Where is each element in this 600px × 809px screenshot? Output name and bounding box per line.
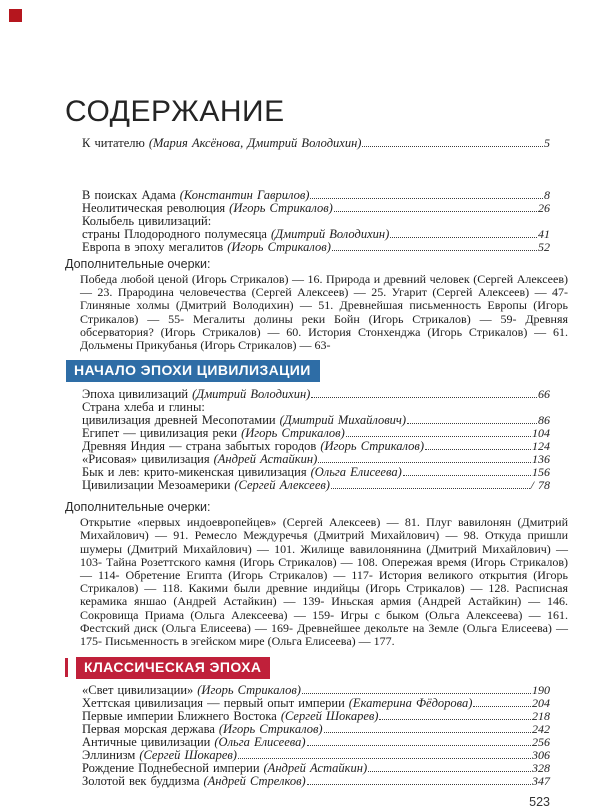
entry-label: Цивилизации Мезоамерики <box>82 478 231 493</box>
intro-entries <box>65 137 568 150</box>
section1-banner-row <box>65 360 568 382</box>
entry-label: Египет — цивилизация реки <box>82 426 238 441</box>
entry-label: Европа в эпоху мегалитов <box>82 240 224 254</box>
dotted-leader <box>379 718 531 720</box>
entry-page-number: 242 <box>532 722 550 737</box>
essays-paragraph: Открытие «первых индоевропейцев» (Сергей Алексеев) — 81. Плуг вавилонян (Дмитрий Михайлович) — 91. Ремесло Междуречья (Дмитрий Михайлович) — 98. Откуда пришли шумеры (Дмитрий Михайлович) — 101. Жилище вавилонянина (Дмитрий Михайлович) — 103- Тайна Розеттского камня (Игорь Стрикалов) — 108. Опережая время (Игорь Стрикалов) — 114- Обретение Египта (Игорь Стрикалов) — 117- История великого открытия (Игорь Стрикалов) — 118. Какими были древние индийцы (Игорь Стрикалов) — 128. Расписная керамика яншао (Андрей Астайкин) — 139- Иньская армия (Андрей Астайкин) — 146. Сокровища Приама (Ольга Алексеева) — 159- Игры с быком (Ольга Алексеева) — 161. Фестский диск (Ольга Елисеева) — 169- Древнейшее декольте на Земле (Ольга Елисеева) — 175- Письменность в эгейском мире (Ольга Елисеева) — 177. <box>80 515 568 649</box>
entry-author: (Сергей Алексеев) <box>234 478 330 493</box>
dotted-leader <box>331 487 530 489</box>
dotted-leader <box>334 210 537 212</box>
entry-label: В поисках Адама <box>82 188 176 202</box>
dotted-leader <box>390 236 537 238</box>
entry-author: (Игорь Стрикалов) <box>227 240 331 254</box>
toc-entry <box>82 775 550 788</box>
entry-page-number: 104 <box>532 426 550 441</box>
dotted-leader <box>407 422 537 424</box>
section1-entries <box>65 388 568 492</box>
entry-label: страны Плодородного полумесяца <box>82 227 267 241</box>
toc-entry <box>82 241 550 254</box>
entry-label: «Свет цивилизации» <box>82 683 194 698</box>
entry-page-number: 328 <box>532 761 550 776</box>
entry-page-number: 26 <box>538 201 550 215</box>
entry-page-number: 156 <box>532 465 550 480</box>
entry-label: Бык и лев: крито-микенская цивилизация <box>82 465 307 480</box>
essays-heading: Дополнительные очерки: <box>65 500 211 515</box>
toc-entry <box>82 137 550 150</box>
entry-author: (Андрей Астайкин) <box>263 761 368 776</box>
entry-label: Первая морская держава <box>82 722 215 737</box>
essays-paragraph: Победа любой ценой (Игорь Стрикалов) — 16. Природа и древний человек (Сергей Алексеев) — 23. Прародина человечества (Сергей Алексеев) — 25. Угарит (Сергей Алексеев) — 47- Глиняные холмы (Дмитрий Володихин) — 51. Древнейшая письменность Европы (Игорь Стрикалов) — 55- Мегалиты долины реки Бойн (Игорь Стрикалов) — 59- Древняя обсерватория? (Игорь Стрикалов) — 60. История Стонхенджа (Игорь Стрикалов) — 61. Дольмены Прикубанья (Игорь Стрикалов) — 63- <box>80 272 568 353</box>
entry-page-number: 52 <box>538 240 550 254</box>
entry-label: «Рисовая» цивилизация <box>82 452 210 467</box>
part1-entries <box>65 189 568 254</box>
entry-author: (Дмитрий Володихин) <box>192 387 311 402</box>
entry-page-number: 306 <box>532 748 550 763</box>
entry-author: (Игорь Стрикалов) <box>241 426 345 441</box>
blank-gap <box>65 150 568 189</box>
entry-label: Эпоха цивилизаций <box>82 387 189 402</box>
section1-banner: НАЧАЛО ЭПОХИ ЦИВИЛИЗАЦИИ <box>66 360 320 382</box>
red-tick-mark <box>65 658 68 677</box>
entry-author: (Сергей Шокарев) <box>139 748 237 763</box>
dotted-leader <box>310 197 543 199</box>
entry-author: (Дмитрий Володихин) <box>270 227 390 241</box>
entry-page-number: 347 <box>532 774 550 789</box>
entry-author: (Екатерина Фёдорова) <box>348 696 473 711</box>
toc-entry <box>82 479 550 492</box>
section2-entries <box>65 684 568 788</box>
entry-page-number: 41 <box>538 227 550 241</box>
dotted-leader <box>302 692 531 694</box>
dotted-leader <box>311 396 537 398</box>
entry-label: Античные цивилизации <box>82 735 211 750</box>
entry-author: (Сергей Шокарев) <box>280 709 379 724</box>
entry-page-number: 204 <box>532 696 550 711</box>
red-corner-mark <box>9 9 22 22</box>
entry-author: (Ольга Елисеева) <box>310 465 402 480</box>
dotted-leader <box>368 770 531 772</box>
entry-author: (Мария Аксёнова, Дмитрий Володихин) <box>148 136 362 150</box>
dotted-leader <box>307 783 531 785</box>
dotted-leader <box>362 145 543 147</box>
page-title: СОДЕРЖАНИЕ <box>65 95 285 128</box>
entry-page-number: 136 <box>532 452 550 467</box>
entry-page-number: 8 <box>544 188 550 202</box>
entry-label: Страна хлеба и глины: <box>82 400 205 415</box>
dotted-leader <box>324 731 531 733</box>
entry-author: (Андрей Стрелков) <box>203 774 306 789</box>
dotted-leader <box>346 435 531 437</box>
entry-author: (Дмитрий Михайлович) <box>279 413 407 428</box>
entry-page-number: 66 <box>538 387 550 402</box>
entry-author: (Игорь Стрикалов) <box>229 201 333 215</box>
entry-page-number: 5 <box>544 136 550 150</box>
entry-author: (Игорь Стрикалов) <box>218 722 323 737</box>
dotted-leader <box>332 249 537 251</box>
section2-banner-row <box>75 657 568 679</box>
entry-page-number: 124 <box>532 439 550 454</box>
entry-page-number: 256 <box>532 735 550 750</box>
entry-label: Золотой век буддизма <box>82 774 200 789</box>
entry-label: Неолитическая революция <box>82 201 226 215</box>
entry-label: Первые империи Ближнего Востока <box>82 709 277 724</box>
entry-label: Эллинизм <box>82 748 136 763</box>
entry-page-number: / 78 <box>530 478 550 493</box>
entry-author: (Игорь Стрикалов) <box>197 683 301 698</box>
dotted-leader <box>318 461 531 463</box>
entry-label: Древняя Индия — страна забытых городов <box>82 439 317 454</box>
entry-label: Рождение Поднебесной империи <box>82 761 260 776</box>
dotted-leader <box>307 744 531 746</box>
entry-page-number: 190 <box>532 683 550 698</box>
entry-author: (Андрей Астайкин) <box>213 452 318 467</box>
entry-author: (Игорь Стрикалов) <box>320 439 424 454</box>
dotted-leader <box>425 448 531 450</box>
entry-page-number: 218 <box>532 709 550 724</box>
dotted-leader <box>473 705 531 707</box>
entry-label: цивилизация древней Месопотамии <box>82 413 276 428</box>
page-number: 523 <box>529 795 550 809</box>
section2-banner: КЛАССИЧЕСКАЯ ЭПОХА <box>76 657 270 679</box>
dotted-leader <box>238 757 531 759</box>
essays-heading: Дополнительные очерки: <box>65 257 211 271</box>
dotted-leader <box>403 474 531 476</box>
entry-label: К читателю <box>82 136 145 150</box>
entry-label: Колыбель цивилизаций: <box>82 214 212 228</box>
entry-author: (Ольга Елисеева) <box>214 735 306 750</box>
entry-label: Хеттская цивилизация — первый опыт империи <box>82 696 345 711</box>
entry-page-number: 86 <box>538 413 550 428</box>
entry-author: (Константин Гаврилов) <box>179 188 310 202</box>
